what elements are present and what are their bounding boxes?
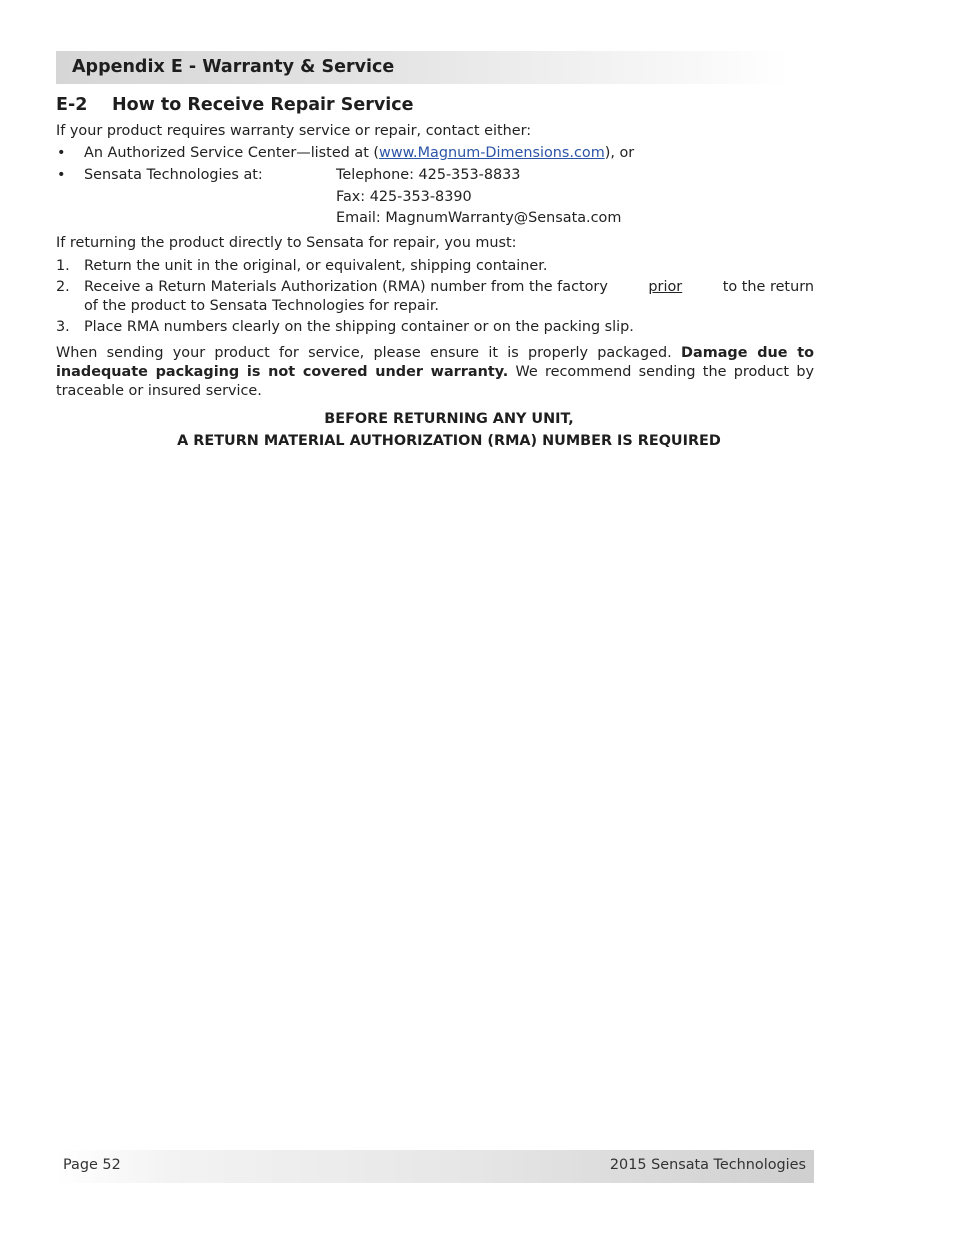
fax-number: Fax: 425-353-8390 bbox=[336, 189, 472, 205]
step-text-continued: of the product to Sensata Technologies for repair. bbox=[84, 298, 439, 314]
step-text: Place RMA numbers clearly on the shipping container or on the packing slip. bbox=[84, 319, 634, 335]
service-center-suffix: ), or bbox=[604, 145, 635, 161]
packaging-text: When sending your product for service, please ensure it is properly packaged. bbox=[56, 345, 672, 361]
rma-notice-line1: BEFORE RETURNING ANY UNIT, bbox=[324, 411, 574, 427]
telephone-number: Telephone: 425-353-8833 bbox=[336, 167, 521, 183]
packaging-warning: Damage due to inadequate packaging is not covered under warranty. bbox=[56, 345, 814, 380]
service-center-prefix: An Authorized Service Center—listed at ( bbox=[84, 145, 380, 161]
step-number: 1. bbox=[56, 258, 70, 274]
magnum-dimensions-link[interactable]: www.Magnum-Dimensions.com bbox=[379, 145, 605, 161]
email-address: Email: MagnumWarranty@Sensata.com bbox=[336, 210, 622, 226]
return-intro-text: If returning the product directly to Sensata for repair, you must: bbox=[56, 235, 517, 251]
bullet-marker: • bbox=[57, 145, 66, 161]
page-footer bbox=[56, 1150, 814, 1183]
step-text-before: Receive a Return Materials Authorization (RMA) number from the factory bbox=[84, 279, 608, 295]
step-number: 3. bbox=[56, 319, 70, 335]
service-center-item bbox=[84, 144, 634, 163]
step-number: 2. bbox=[56, 279, 70, 295]
sensata-label: Sensata Technologies at: bbox=[84, 167, 263, 183]
section-heading bbox=[56, 95, 414, 115]
page-number: Page 52 bbox=[63, 1157, 121, 1173]
step-text-underlined: prior bbox=[648, 279, 683, 295]
packaging-paragraph bbox=[56, 344, 814, 401]
step-text bbox=[84, 278, 814, 297]
appendix-header-band bbox=[56, 51, 790, 84]
footer-copyright: 2015 Sensata Technologies bbox=[609, 1157, 806, 1173]
section-title: How to Receive Repair Service bbox=[112, 95, 414, 115]
appendix-title: Appendix E - Warranty & Service bbox=[72, 57, 395, 77]
section-number: E-2 bbox=[56, 95, 88, 115]
bullet-marker: • bbox=[57, 167, 66, 183]
intro-text: If your product requires warranty service or repair, contact either: bbox=[56, 123, 532, 139]
step-text-after: to the return bbox=[722, 279, 814, 295]
packaging-recommendation: We recommend sending the product by traceable or insured service. bbox=[56, 364, 815, 399]
step-text: Return the unit in the original, or equivalent, shipping container. bbox=[84, 258, 548, 274]
rma-notice-line2: A RETURN MATERIAL AUTHORIZATION (RMA) NUMBER IS REQUIRED bbox=[177, 433, 721, 449]
